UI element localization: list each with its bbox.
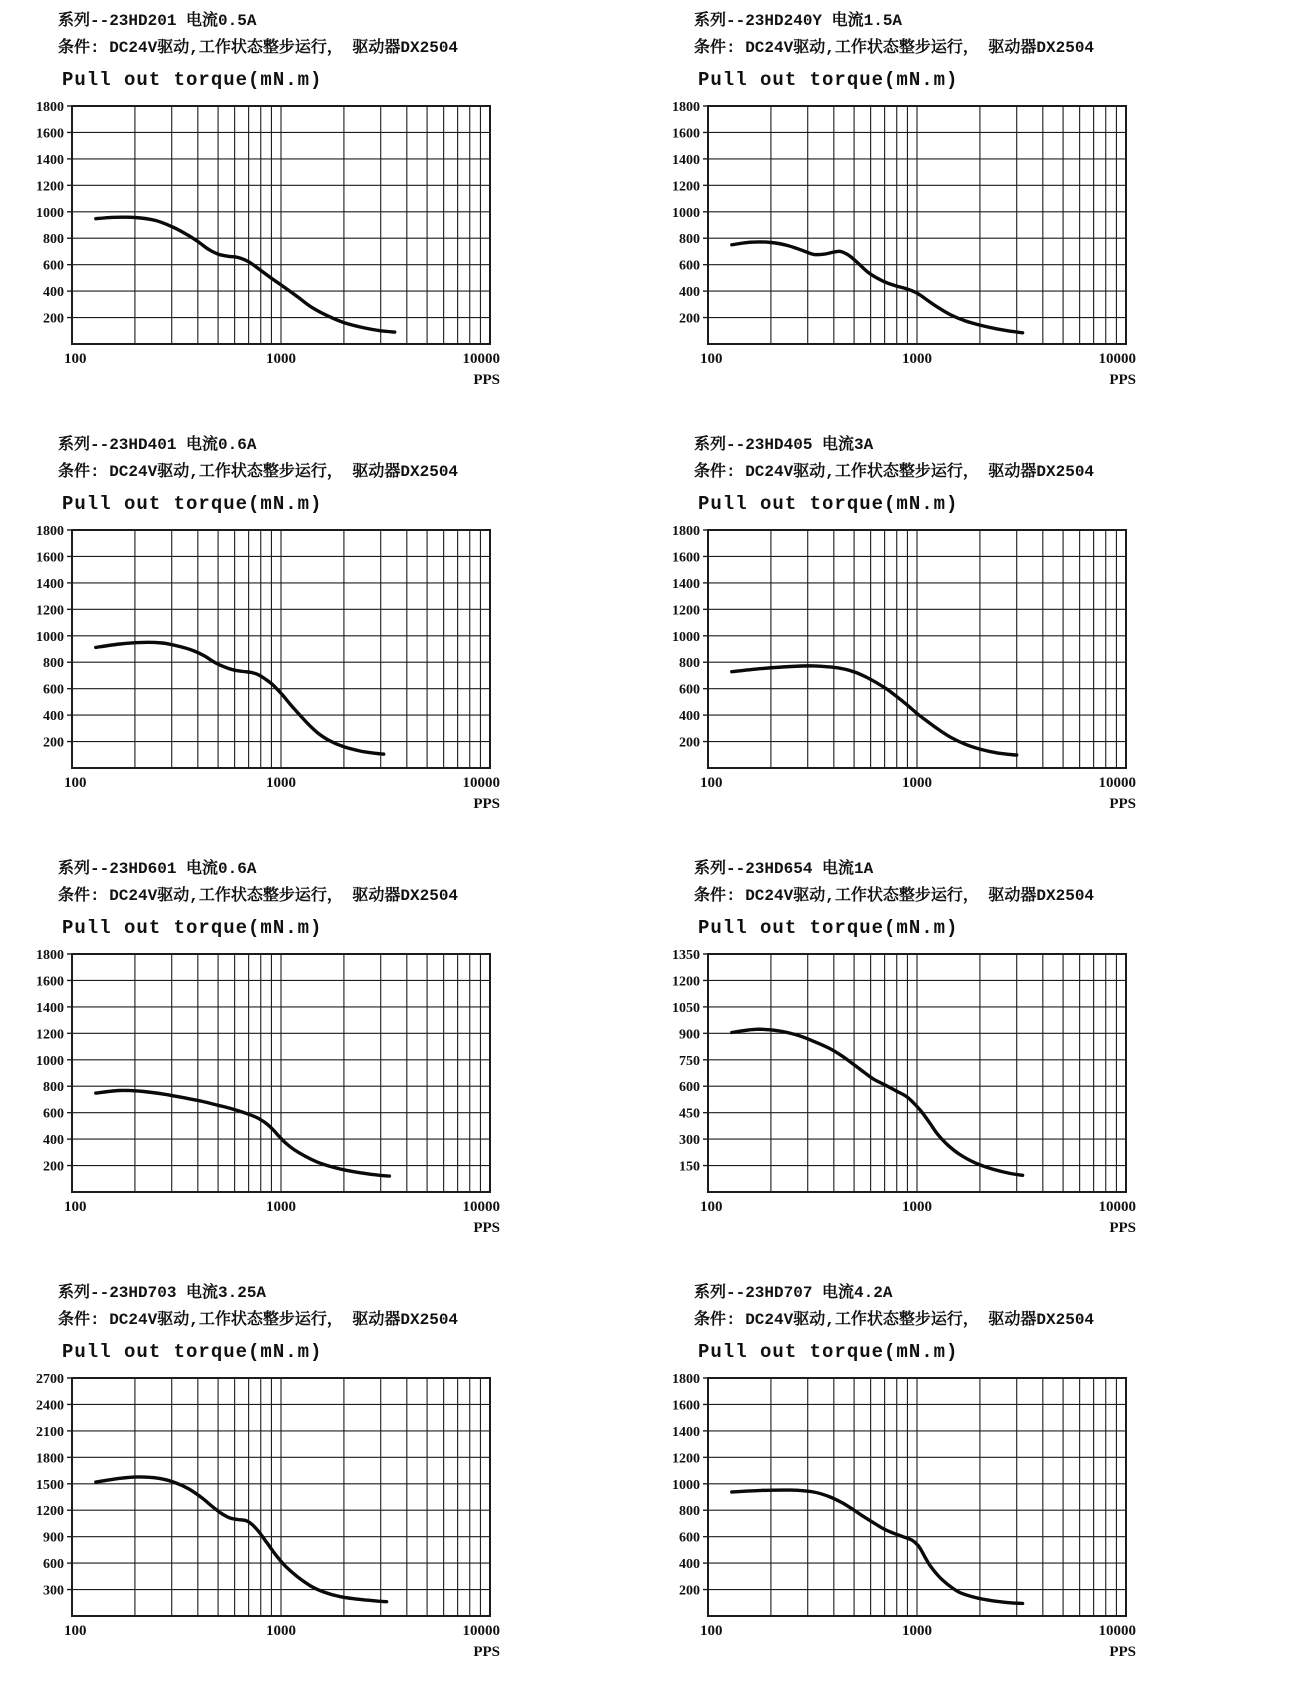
x-tick-label: 100 xyxy=(64,775,87,791)
torque-chart-panel-23HD240Y xyxy=(654,4,1282,428)
torque-curve xyxy=(732,1029,1023,1175)
chart-title: Pull out torque(mN.m) xyxy=(698,69,959,91)
y-tick-label: 1400 xyxy=(672,1424,700,1440)
x-tick-label: 1000 xyxy=(902,1623,932,1639)
y-tick-label: 1200 xyxy=(672,974,700,990)
y-tick-label: 1400 xyxy=(672,576,700,592)
torque-vs-pps-plot xyxy=(654,944,1254,1244)
torque-vs-pps-plot xyxy=(654,96,1254,396)
y-tick-label: 1800 xyxy=(672,1372,700,1387)
y-tick-label: 600 xyxy=(679,682,700,698)
y-tick-label: 1600 xyxy=(672,550,700,566)
torque-vs-pps-plot xyxy=(18,1368,618,1668)
y-tick-label: 200 xyxy=(43,735,64,751)
y-tick-label: 900 xyxy=(43,1530,64,1546)
y-tick-label: 600 xyxy=(43,1106,64,1122)
x-tick-label: 1000 xyxy=(266,1623,296,1639)
x-axis-unit-label: PPS xyxy=(473,1644,500,1660)
torque-vs-pps-plot xyxy=(654,520,1254,820)
x-tick-label: 10000 xyxy=(462,351,500,367)
x-tick-label: 100 xyxy=(64,351,87,367)
x-tick-label: 1000 xyxy=(266,1199,296,1215)
y-tick-label: 1000 xyxy=(672,629,700,645)
y-tick-label: 1050 xyxy=(672,1000,700,1016)
y-tick-label: 1800 xyxy=(36,1451,64,1467)
y-tick-label: 400 xyxy=(43,1133,64,1149)
torque-curve xyxy=(732,242,1023,333)
x-tick-label: 1000 xyxy=(902,775,932,791)
series-title: 系列--23HD654 电流1A xyxy=(694,860,874,878)
y-tick-label: 1400 xyxy=(36,576,64,592)
y-tick-label: 600 xyxy=(43,682,64,698)
chart-title: Pull out torque(mN.m) xyxy=(62,493,323,515)
x-tick-label: 10000 xyxy=(1098,351,1136,367)
condition-line: 条件: DC24V驱动,工作状态整步运行， 驱动器DX2504 xyxy=(694,463,1095,481)
y-tick-label: 1500 xyxy=(36,1477,64,1493)
x-axis-unit-label: PPS xyxy=(473,1220,500,1236)
y-tick-label: 1400 xyxy=(672,152,700,168)
x-tick-label: 100 xyxy=(700,351,723,367)
chart-title: Pull out torque(mN.m) xyxy=(698,1341,959,1363)
y-tick-label: 200 xyxy=(679,735,700,751)
y-tick-label: 1000 xyxy=(36,1053,64,1069)
chart-title: Pull out torque(mN.m) xyxy=(62,917,323,939)
x-axis-unit-label: PPS xyxy=(1109,372,1136,388)
y-tick-label: 1000 xyxy=(36,629,64,645)
y-tick-label: 1400 xyxy=(36,152,64,168)
x-tick-label: 100 xyxy=(64,1623,87,1639)
chart-title: Pull out torque(mN.m) xyxy=(62,69,323,91)
y-tick-label: 1800 xyxy=(36,948,64,963)
condition-line: 条件: DC24V驱动,工作状态整步运行， 驱动器DX2504 xyxy=(58,887,459,905)
y-tick-label: 1200 xyxy=(36,1504,64,1520)
x-tick-label: 100 xyxy=(700,1199,723,1215)
x-tick-label: 10000 xyxy=(462,775,500,791)
torque-vs-pps-plot xyxy=(18,520,618,820)
y-tick-label: 300 xyxy=(43,1583,64,1599)
torque-vs-pps-plot xyxy=(18,944,618,1244)
y-tick-label: 750 xyxy=(679,1053,700,1069)
y-tick-label: 800 xyxy=(43,232,64,248)
torque-curve xyxy=(732,1490,1023,1603)
chart-title: Pull out torque(mN.m) xyxy=(62,1341,323,1363)
torque-vs-pps-plot xyxy=(654,1368,1254,1668)
series-title: 系列--23HD201 电流0.5A xyxy=(58,12,257,30)
torque-curve xyxy=(96,217,395,332)
y-tick-label: 1200 xyxy=(36,603,64,619)
series-title: 系列--23HD703 电流3.25A xyxy=(58,1284,267,1302)
series-title: 系列--23HD707 电流4.2A xyxy=(694,1284,893,1302)
y-tick-label: 1200 xyxy=(672,1451,700,1467)
y-tick-label: 1600 xyxy=(672,1398,700,1414)
y-tick-label: 400 xyxy=(43,709,64,725)
x-tick-label: 100 xyxy=(64,1199,87,1215)
torque-chart-panel-23HD601 xyxy=(18,852,646,1276)
y-tick-label: 1800 xyxy=(36,524,64,539)
y-tick-label: 800 xyxy=(679,232,700,248)
torque-chart-panel-23HD703 xyxy=(18,1276,646,1700)
condition-line: 条件: DC24V驱动,工作状态整步运行， 驱动器DX2504 xyxy=(694,887,1095,905)
y-tick-label: 1400 xyxy=(36,1000,64,1016)
y-tick-label: 600 xyxy=(679,1530,700,1546)
y-tick-label: 1000 xyxy=(36,205,64,221)
condition-line: 条件: DC24V驱动,工作状态整步运行， 驱动器DX2504 xyxy=(58,39,459,57)
x-axis-unit-label: PPS xyxy=(1109,796,1136,812)
torque-curve xyxy=(96,1477,387,1602)
x-tick-label: 10000 xyxy=(1098,775,1136,791)
condition-line: 条件: DC24V驱动,工作状态整步运行， 驱动器DX2504 xyxy=(58,463,459,481)
y-tick-label: 800 xyxy=(43,656,64,672)
series-title: 系列--23HD240Y 电流1.5A xyxy=(694,12,903,30)
y-tick-label: 1200 xyxy=(672,179,700,195)
x-tick-label: 10000 xyxy=(1098,1199,1136,1215)
torque-chart-panel-23HD707 xyxy=(654,1276,1282,1700)
x-tick-label: 100 xyxy=(700,775,723,791)
y-tick-label: 200 xyxy=(43,311,64,327)
y-tick-label: 200 xyxy=(43,1159,64,1175)
y-tick-label: 1800 xyxy=(672,524,700,539)
x-axis-unit-label: PPS xyxy=(1109,1644,1136,1660)
y-tick-label: 1350 xyxy=(672,948,700,963)
y-tick-label: 2400 xyxy=(36,1398,64,1414)
torque-chart-panel-23HD401 xyxy=(18,428,646,852)
condition-line: 条件: DC24V驱动,工作状态整步运行， 驱动器DX2504 xyxy=(694,1311,1095,1329)
y-tick-label: 150 xyxy=(679,1159,700,1175)
y-tick-label: 1000 xyxy=(672,205,700,221)
y-tick-label: 1200 xyxy=(36,1027,64,1043)
y-tick-label: 400 xyxy=(43,285,64,301)
y-tick-label: 2100 xyxy=(36,1424,64,1440)
y-tick-label: 1800 xyxy=(36,100,64,115)
condition-line: 条件: DC24V驱动,工作状态整步运行， 驱动器DX2504 xyxy=(694,39,1095,57)
torque-curve xyxy=(96,642,384,754)
y-tick-label: 2700 xyxy=(36,1372,64,1387)
y-tick-label: 800 xyxy=(679,1504,700,1520)
x-tick-label: 1000 xyxy=(266,775,296,791)
x-tick-label: 1000 xyxy=(902,1199,932,1215)
series-title: 系列--23HD401 电流0.6A xyxy=(58,436,257,454)
torque-chart-panel-23HD654 xyxy=(654,852,1282,1276)
x-axis-unit-label: PPS xyxy=(1109,1220,1136,1236)
torque-chart-panel-23HD201 xyxy=(18,4,646,428)
series-title: 系列--23HD601 电流0.6A xyxy=(58,860,257,878)
y-tick-label: 450 xyxy=(679,1106,700,1122)
x-tick-label: 10000 xyxy=(462,1623,500,1639)
y-tick-label: 200 xyxy=(679,1583,700,1599)
series-title: 系列--23HD405 电流3A xyxy=(694,436,874,454)
y-tick-label: 800 xyxy=(679,656,700,672)
y-tick-label: 800 xyxy=(43,1080,64,1096)
y-tick-label: 1600 xyxy=(36,550,64,566)
x-tick-label: 1000 xyxy=(266,351,296,367)
y-tick-label: 400 xyxy=(679,1557,700,1573)
x-tick-label: 10000 xyxy=(1098,1623,1136,1639)
chart-title: Pull out torque(mN.m) xyxy=(698,493,959,515)
y-tick-label: 1000 xyxy=(672,1477,700,1493)
y-tick-label: 1200 xyxy=(36,179,64,195)
y-tick-label: 400 xyxy=(679,709,700,725)
y-tick-label: 1800 xyxy=(672,100,700,115)
torque-curve xyxy=(96,1090,390,1176)
x-tick-label: 1000 xyxy=(902,351,932,367)
x-axis-unit-label: PPS xyxy=(473,372,500,388)
y-tick-label: 200 xyxy=(679,311,700,327)
y-tick-label: 300 xyxy=(679,1133,700,1149)
y-tick-label: 400 xyxy=(679,285,700,301)
y-tick-label: 600 xyxy=(43,258,64,274)
x-axis-unit-label: PPS xyxy=(473,796,500,812)
condition-line: 条件: DC24V驱动,工作状态整步运行， 驱动器DX2504 xyxy=(58,1311,459,1329)
y-tick-label: 900 xyxy=(679,1027,700,1043)
x-tick-label: 100 xyxy=(700,1623,723,1639)
torque-vs-pps-plot xyxy=(18,96,618,396)
y-tick-label: 1600 xyxy=(36,126,64,142)
y-tick-label: 600 xyxy=(679,258,700,274)
y-tick-label: 1600 xyxy=(672,126,700,142)
torque-chart-panel-23HD405 xyxy=(654,428,1282,852)
x-tick-label: 10000 xyxy=(462,1199,500,1215)
chart-title: Pull out torque(mN.m) xyxy=(698,917,959,939)
y-tick-label: 1600 xyxy=(36,974,64,990)
y-tick-label: 1200 xyxy=(672,603,700,619)
y-tick-label: 600 xyxy=(679,1080,700,1096)
y-tick-label: 600 xyxy=(43,1557,64,1573)
